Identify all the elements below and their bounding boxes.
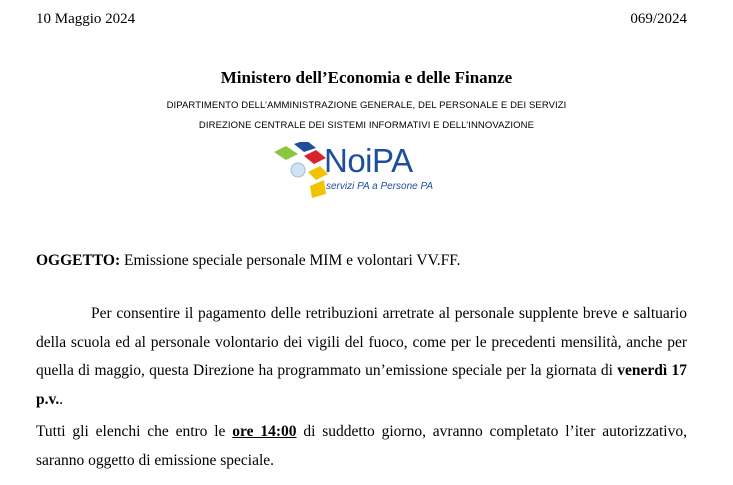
noipa-logo-mark-icon (272, 142, 332, 200)
deadline-time: ore 14:00 (232, 423, 297, 440)
document-date: 10 Maggio 2024 (36, 11, 136, 27)
ministry-title: Ministero dell’Economia e delle Finanze (220, 68, 513, 87)
logo-wordmark: NoiPA (324, 142, 413, 179)
date-emphasis: venerdì 17 p.v. (36, 362, 687, 408)
subject-label: OGGETTO: (36, 252, 121, 269)
department-name: DIPARTIMENTO DELL’AMMINISTRAZIONE GENERALE, DEL PERSONALE E DEI SERVIZI (166, 100, 567, 111)
paragraph-2: Tutti gli elenchi che entro le ore 14:00 di suddetto giorno, avranno completato l’iter autorizzativo, saranno oggetto di emissione speciale. (36, 423, 687, 469)
directorate-name: DIREZIONE CENTRALE DEI SISTEMI INFORMATIVI E DELL’INNOVAZIONE (198, 120, 535, 131)
noipa-logo (272, 142, 462, 200)
protocol-number: 069/2024 (630, 11, 687, 27)
paragraph-1: Per consentire il pagamento delle retribuzioni arretrate al personale supplente breve e saltuario della scuola ed al personale volontario dei vigili del fuoco, come per le precedenti mensilità, anche per quella di maggio, questa Direzione ha programmato un’emissione speciale per la giornata di venerdì 17 p.v.. (36, 305, 687, 408)
subject-text: Emissione speciale personale MIM e volontari VV.FF. (124, 252, 461, 269)
subject-line (36, 252, 461, 270)
logo-tagline: servizi PA a Persone PA (326, 181, 434, 192)
